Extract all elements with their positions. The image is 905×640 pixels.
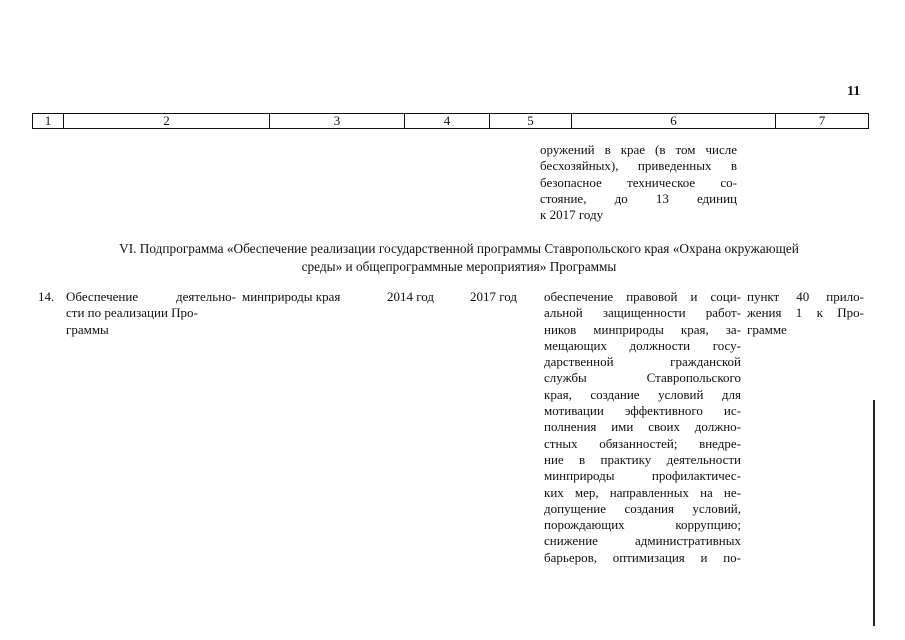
section-title-line: VI. Подпрограмма «Обеспечение реализации государственной программы Ставропольского края «Охрана окружающей — [119, 241, 799, 256]
row-name-line: сти по реализации Про- — [66, 305, 198, 321]
continued-line: оружений в крае (в том числе — [540, 142, 737, 157]
row-link-line: жения 1 к Про- — [747, 305, 864, 321]
row-result-line: мещающих должности госу- — [544, 337, 741, 353]
row-result-line: края, создание условий для — [544, 386, 741, 402]
row-result-line: мотивации эффективного ис- — [544, 403, 741, 419]
section-title-line: среды» и общепрограммные мероприятия» Программы — [301, 259, 617, 274]
row-link — [747, 289, 864, 338]
col-header-7: 7 — [775, 114, 868, 128]
row-result-line: службы Ставропольского — [544, 370, 741, 386]
row-result — [544, 289, 741, 566]
row-name — [66, 289, 236, 338]
continued-line: к 2017 году — [540, 207, 604, 223]
row-result-line: ние в практику деятельности — [544, 451, 741, 467]
row-link-line: грамме — [747, 321, 787, 337]
continued-result-cell — [540, 142, 737, 223]
row-result-line: ких мер, направленных на не- — [544, 484, 741, 500]
row-result-line: альной защищенности работ- — [544, 305, 741, 321]
row-result-line: минприроды профилактичес- — [544, 468, 741, 484]
row-executor: минприроды края — [242, 289, 341, 304]
row-result-line: полнения ими своих должно- — [544, 419, 741, 435]
continued-line: бесхозяйных), приведенных в — [540, 158, 737, 174]
row-result-line: стных обязанностей; внедре- — [544, 435, 741, 451]
row-name-line: граммы — [66, 321, 109, 337]
col-header-6: 6 — [571, 114, 775, 128]
row-result-line: снижение административных — [544, 533, 741, 549]
row-link-line: пункт 40 прило- — [747, 289, 864, 304]
section-title — [62, 240, 856, 276]
row-start-year: 2014 год — [387, 289, 434, 304]
continued-line: стояние, до 13 единиц — [540, 190, 737, 206]
page-number: 11 — [847, 84, 861, 99]
table-header-row — [32, 113, 869, 129]
row-result-line: обеспечение правовой и соци- — [544, 289, 741, 304]
row-name-line: Обеспечение деятельно- — [66, 289, 236, 304]
row-result-line: дарственной гражданской — [544, 354, 741, 370]
row-number: 14. — [38, 289, 55, 304]
page-edge-line — [873, 400, 875, 626]
col-header-2: 2 — [63, 114, 269, 128]
row-result-line: ников минприроды края, за- — [544, 321, 741, 337]
col-header-5: 5 — [489, 114, 571, 128]
row-result-line: порождающих коррупцию; — [544, 517, 741, 533]
row-result-line: барьеров, оптимизация и по- — [544, 549, 741, 565]
col-header-4: 4 — [404, 114, 489, 128]
row-result-line: допущение создания условий, — [544, 500, 741, 516]
row-end-year: 2017 год — [470, 289, 517, 304]
col-header-3: 3 — [269, 114, 404, 128]
continued-line: безопасное техническое со- — [540, 174, 737, 190]
col-header-1: 1 — [44, 113, 52, 128]
